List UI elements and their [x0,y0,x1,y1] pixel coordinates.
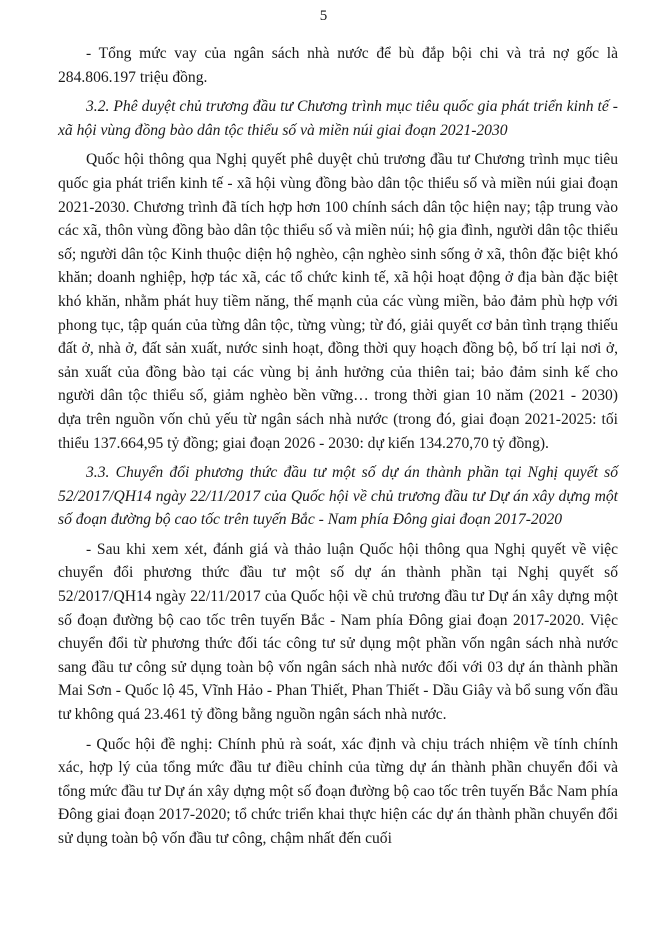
page-number: 5 [319,8,328,24]
paragraph-ethnic-minority-program: Quốc hội thông qua Nghị quyết phê duyệt chủ trương đầu tư Chương trình mục tiêu quốc gia phát triển kinh tế - xã hội vùng đồng bào dân tộc thiểu số và miền núi giai đoạn 2021-2030. Chương trình đã tích hợp hơn 100 chính sách dân tộc hiện nay; tập trung vào các xã, thôn vùng đồng bào dân tộc thiểu số và miền núi; hộ gia đình, người dân tộc thiểu số; người dân tộc Kinh thuộc diện hộ nghèo, cận nghèo sinh sống ở xã, thôn đặc biệt khó khăn; doanh nghiệp, hợp tác xã, các tổ chức kinh tế, xã hội hoạt động ở địa bàn đặc biệt khó khăn, nhằm phát huy tiềm năng, thế mạnh của các vùng miền, bảo đảm phù hợp với phong tục, tập quán của từng dân tộc, từng vùng; từ đó, giải quyết cơ bản tình trạng thiếu đất ở, nhà ở, đất sản xuất, nước sinh hoạt, đồng thời quy hoạch đồng bộ, bố trí lại nơi ở, sản xuất của đồng bào tại các vùng bị ảnh hưởng của thiên tai; bảo đảm sinh kế cho người dân tộc thiểu số, giảm nghèo bền vững… trong thời gian 10 năm (2021 - 2030) dựa trên nguồn vốn chủ yếu từ ngân sách nhà nước (trong đó, giai đoạn 2021-2025: tối thiểu 137.664,95 tỷ đồng; giai đoạn 2026 - 2030: dự kiến 134.270,70 tỷ đồng). [58,151,618,452]
paragraph-investment-conversion: - Sau khi xem xét, đánh giá và thảo luận Quốc hội thông qua Nghị quyết về việc chuyển đổi phương thức đầu tư một số dự án thành phần tại Nghị quyết số 52/2017/QH14 ngày 22/11/2017 của Quốc hội về chủ trương đầu tư Dự án xây dựng một số đoạn đường bộ cao tốc trên tuyến Bắc - Nam phía Đông giai đoạn 2017-2020. Việc chuyển đổi từ phương thức đối tác công tư sử dụng một phần vốn ngân sách nhà nước sang đầu tư công sử dụng toàn bộ vốn ngân sách nhà nước đối với 03 dự án thành phần Mai Sơn - Quốc lộ 45, Vĩnh Hảo - Phan Thiết, Phan Thiết - Dầu Giây và bổ sung vốn đầu tư không quá 23.461 tỷ đồng bằng nguồn ngân sách nhà nước. [58,540,618,724]
document-body [58,42,618,857]
paragraph-national-assembly-request: - Quốc hội đề nghị: Chính phủ rà soát, xác định và chịu trách nhiệm về tính chính xác, hợp lý của tổng mức đầu tư điều chỉnh của từng dự án thành phần chuyển đổi và tổng mức đầu tư Dự án xây dựng một số đoạn đường bộ cao tốc trên tuyến Bắc Nam phía Đông giai đoạn 2017-2020; tổ chức triển khai thực hiện các dự án thành phần chuyển đổi sử dụng toàn bộ vốn đầu tư công, chậm nhất đến cuối [58,735,618,847]
section-heading-3-2: 3.2. Phê duyệt chủ trương đầu tư Chương trình mục tiêu quốc gia phát triển kinh tế - xã hội vùng đồng bào dân tộc thiểu số và miền núi giai đoạn 2021-2030 [58,98,618,139]
section-heading-3-3: 3.3. Chuyển đổi phương thức đầu tư một số dự án thành phần tại Nghị quyết số 52/2017/QH14 ngày 22/11/2017 của Quốc hội về chủ trương đầu tư Dự án xây dựng một số đoạn đường bộ cao tốc trên tuyến Bắc - Nam phía Đông giai đoạn 2017-2020 [58,464,618,529]
paragraph-borrowing-total: - Tổng mức vay của ngân sách nhà nước để bù đắp bội chi và trả nợ gốc là 284.806.197 triệu đồng. [58,45,618,86]
